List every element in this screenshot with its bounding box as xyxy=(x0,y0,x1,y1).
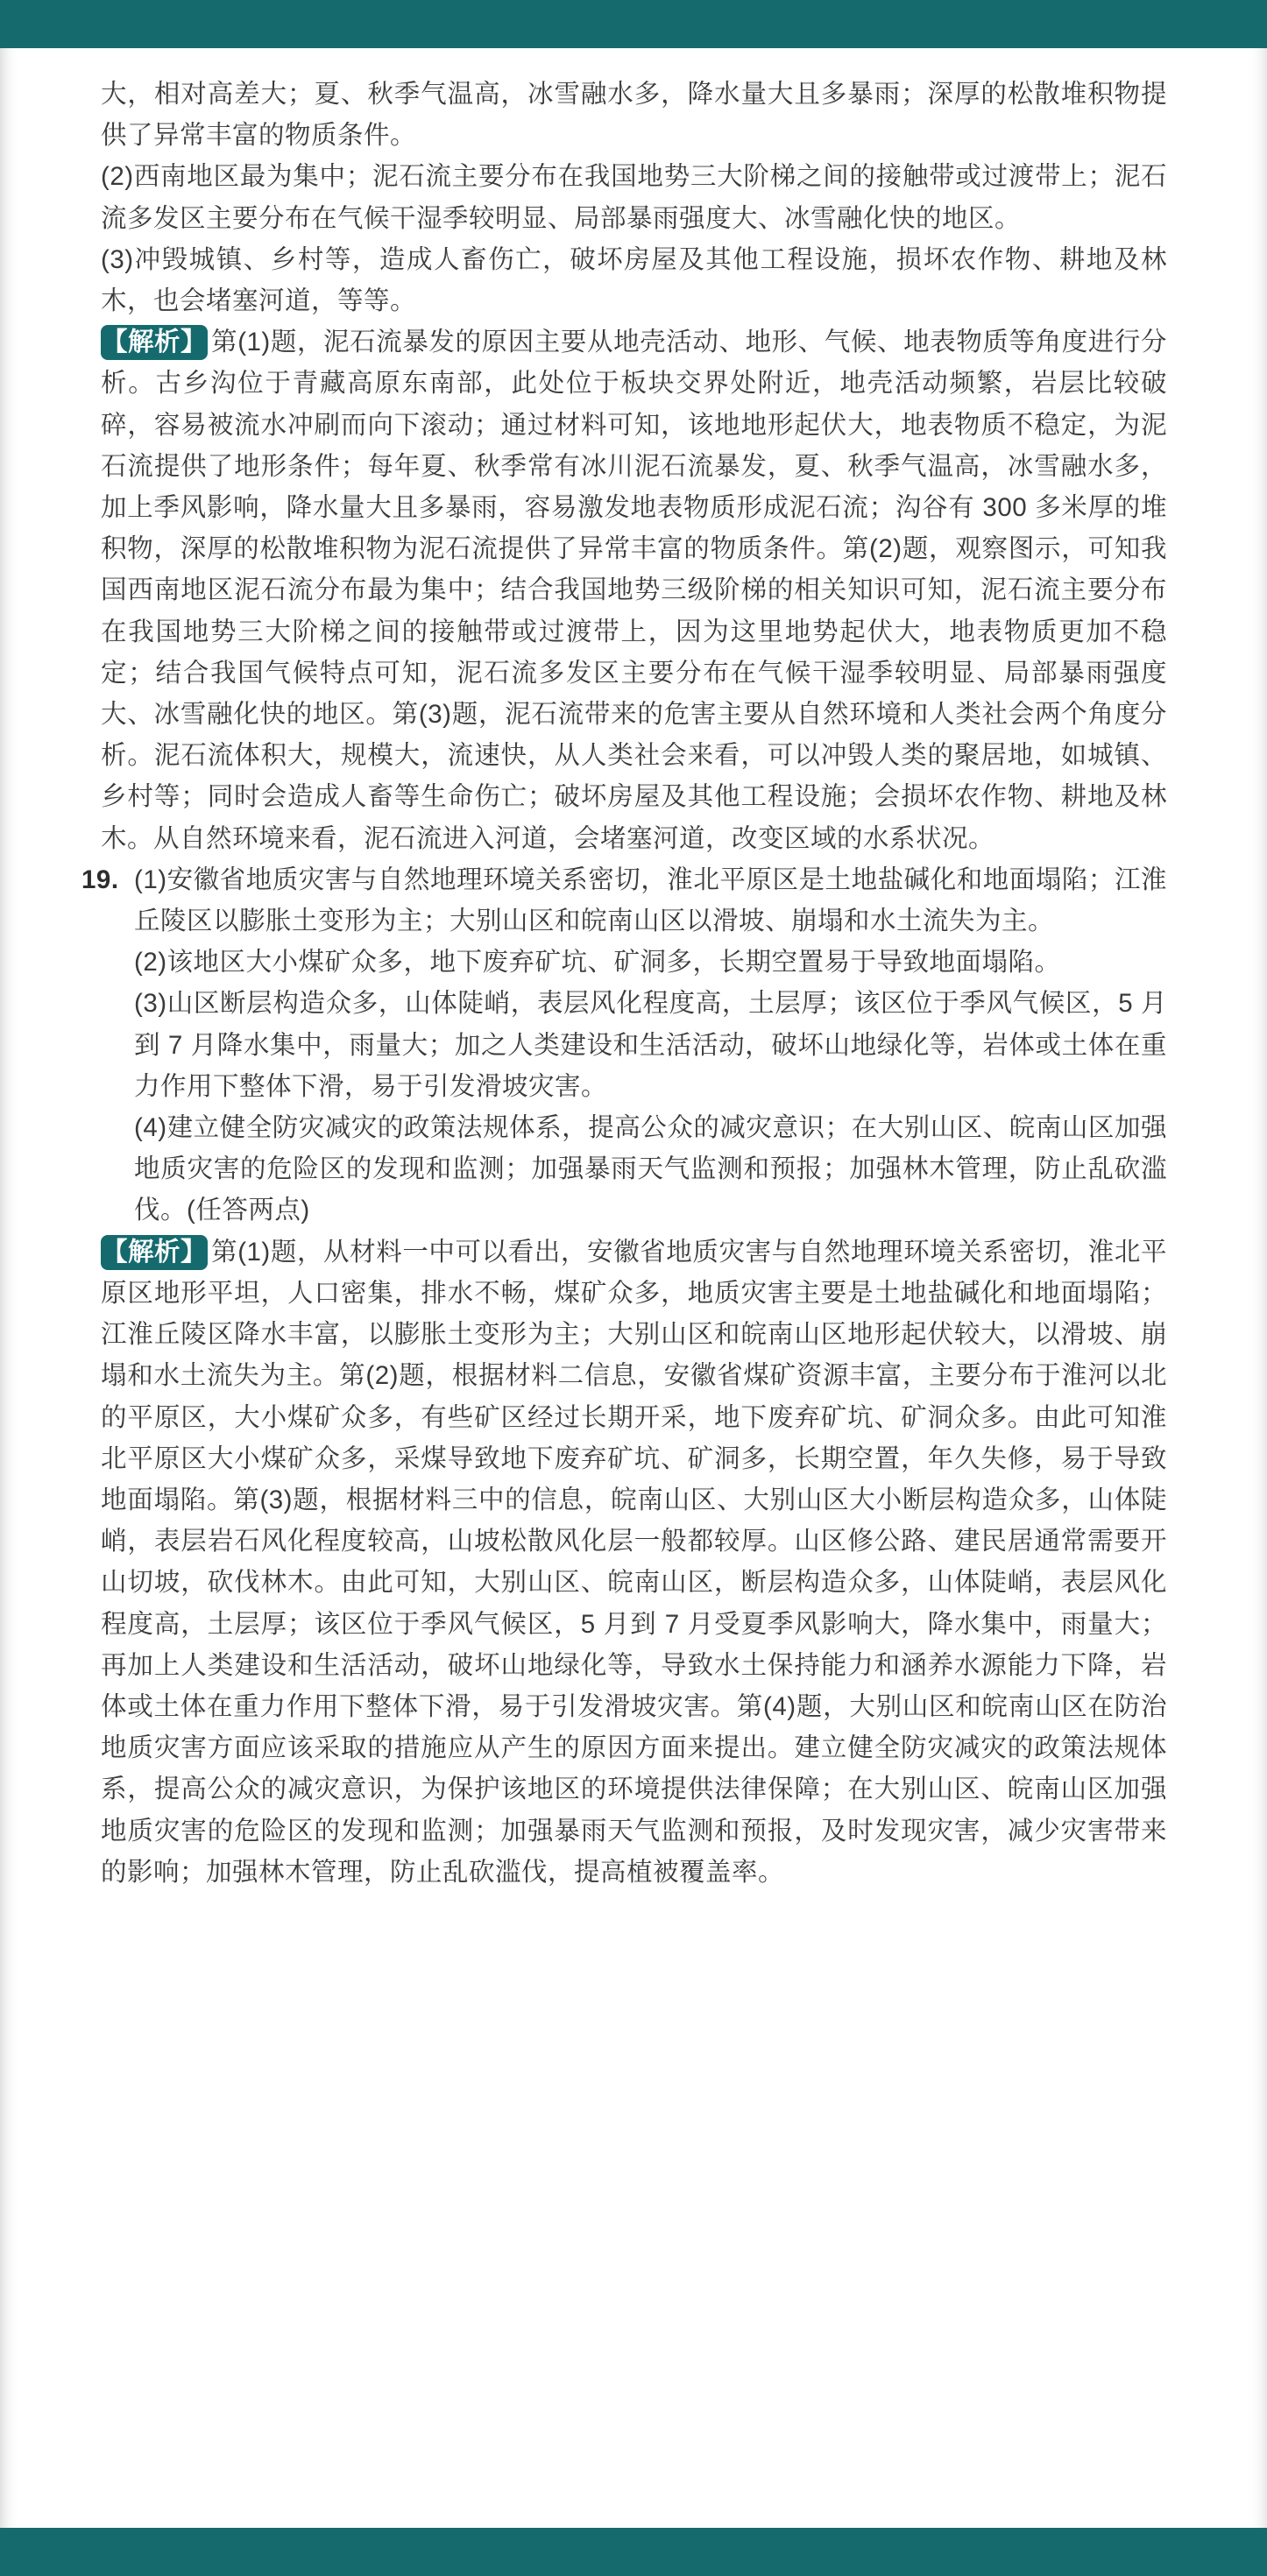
item19-answer-1-paragraph xyxy=(81,859,1167,942)
item19-answer-3-paragraph: (3)山区断层构造众多，山体陡峭，表层风化程度高，土层厚；该区位于季风气候区，5 月到 7 月降水集中，雨量大；加之人类建设和生活活动，破坏山地绿化等，岩体或土体在重力作用下整体下滑，易于引发滑坡灾害。 xyxy=(134,989,1167,1101)
answer-content xyxy=(81,74,1167,1893)
item18-analysis-paragraph xyxy=(101,321,1167,859)
item18-continuation-paragraph: 大，相对高差大；夏、秋季气温高，冰雪融水多，降水量大且多暴雨；深厚的松散堆积物提供了异常丰富的物质条件。 xyxy=(101,80,1167,151)
item18-answer-3-paragraph: (3)冲毁城镇、乡村等，造成人畜伤亡，破坏房屋及其他工程设施，损坏农作物、耕地及林木，也会堵塞河道，等等。 xyxy=(101,244,1167,316)
question-number-19: 19. xyxy=(81,865,119,894)
item18-answer-2-paragraph: (2)西南地区最为集中；泥石流主要分布在我国地势三大阶梯之间的接触带或过渡带上；泥石流多发区主要分布在气候干湿季较明显、局部暴雨强度大、冰雪融化快的地区。 xyxy=(101,162,1167,233)
item19-answer-2-paragraph: (2)该地区大小煤矿众多，地下废弃矿坑、矿洞多，长期空置易于导致地面塌陷。 xyxy=(134,948,1061,977)
item19-analysis-text: 第(1)题，从材料一中可以看出，安徽省地质灾害与自然地理环境关系密切，淮北平原区地形平坦，人口密集，排水不畅，煤矿众多，地质灾害主要是土地盐碱化和地面塌陷；江淮丘陵区降水丰富，以膨胀土变形为主；大别山区和皖南山区地形起伏较大，以滑坡、崩塌和水土流失为主。第(2)题，根据材料二信息，安徽省煤矿资源丰富，主要分布于淮河以北的平原区，大小煤矿众多，有些矿区经过长期开采，地下废弃矿坑、矿洞众多。由此可知淮北平原区大小煤矿众多，采煤导致地下废弃矿坑、矿洞多，长期空置，年久失修，易于导致地面塌陷。第(3)题，根据材料三中的信息，皖南山区、大别山区大小断层构造众多，山体陡峭，表层岩石风化程度较高，山坡松散风化层一般都较厚。山区修公路、建民居通常需要开山切坡，砍伐林木。由此可知，大别山区、皖南山区，断层构造众多，山体陡峭，表层风化程度高，土层厚；该区位于季风气候区，5 月到 7 月受夏季风影响大，降水集中，雨量大；再加上人类建设和生活活动，破坏山地绿化等，导致水土保持能力和涵养水源能力下降，岩体或土体在重力作用下整体下滑，易于引发滑坡灾害。第(4)题，大别山区和皖南山区在防治地质灾害方面应该采取的措施应从产生的原因方面来提出。建立健全防灾减灾的政策法规体系，提高公众的减灾意识，为保护该地区的环境提供法律保障；在大别山区、皖南山区加强地质灾害的危险区的发现和监测；加强暴雨天气监测和预报，及时发现灾害，减少灾害带来的影响；加强林木管理，防止乱砍滥伐，提高植被覆盖率。 xyxy=(101,1237,1167,1887)
item18-analysis-text: 第(1)题，泥石流暴发的原因主要从地壳活动、地形、气候、地表物质等角度进行分析。古乡沟位于青藏高原东南部，此处位于板块交界处附近，地壳活动频繁，岩层比较破碎，容易被流水冲刷而向下滚动；通过材料可知，该地地形起伏大，地表物质不稳定，为泥石流提供了地形条件；每年夏、秋季常有冰川泥石流暴发，夏、秋季气温高，冰雪融水多，加上季风影响，降水量大且多暴雨，容易激发地表物质形成泥石流；沟谷有 300 多米厚的堆积物，深厚的松散堆积物为泥石流提供了异常丰富的物质条件。第(2)题，观察图示，可知我国西南地区泥石流分布最为集中；结合我国地势三级阶梯的相关知识可知，泥石流主要分布在我国地势三大阶梯之间的接触带或过渡带上，因为这里地势起伏大，地表物质更加不稳定；结合我国气候特点可知，泥石流多发区主要分布在气候干湿季较明显、局部暴雨强度大、冰雪融化快的地区。第(3)题，泥石流带来的危害主要从自然环境和人类社会两个角度分析。泥石流体积大，规模大，流速快，从人类社会来看，可以冲毁人类的聚居地，如城镇、乡村等；同时会造成人畜等生命伤亡；破坏房屋及其他工程设施；会损坏农作物、耕地及林木。从自然环境来看，泥石流进入河道，会堵塞河道，改变区域的水系状况。 xyxy=(101,328,1167,853)
top-border-bar xyxy=(0,0,1267,48)
bottom-border-bar xyxy=(0,2528,1267,2576)
item19-answer-4-paragraph: (4)建立健全防灾减灾的政策法规体系，提高公众的减灾意识；在大别山区、皖南山区加强地质灾害的危险区的发现和监测；加强暴雨天气监测和预报；加强林木管理，防止乱砍滥伐。(任答两点) xyxy=(134,1113,1167,1225)
analysis-badge: 【解析】 xyxy=(101,325,208,360)
item19-analysis-paragraph xyxy=(101,1232,1167,1893)
analysis-badge: 【解析】 xyxy=(101,1235,208,1270)
item19-answer-1-text: (1)安徽省地质灾害与自然地理环境关系密切，淮北平原区是土地盐碱化和地面塌陷；江淮丘陵区以膨胀土变形为主；大别山区和皖南山区以滑坡、崩塌和水土流失为主。 xyxy=(134,865,1167,936)
